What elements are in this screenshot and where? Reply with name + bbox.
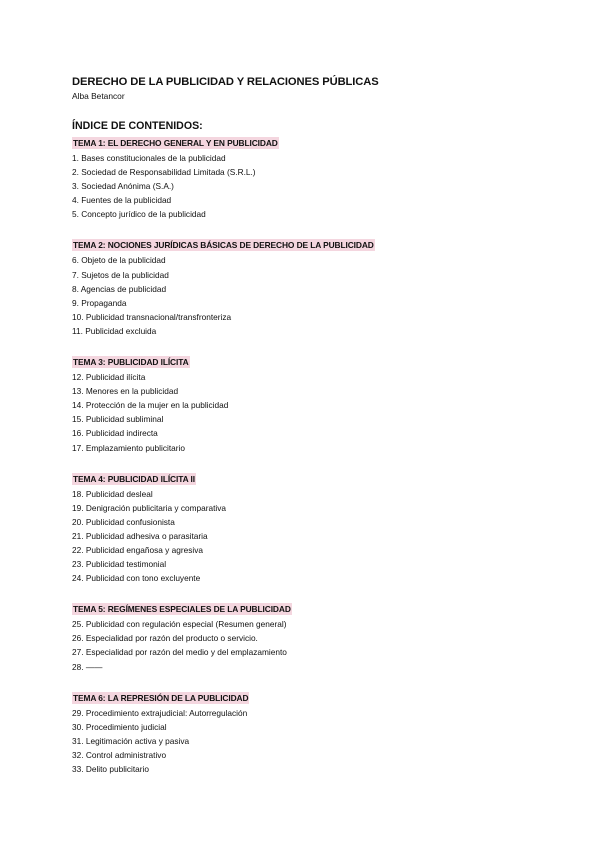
index-item: 1. Bases constitucionales de la publicidad [72,153,226,163]
index-item: 22. Publicidad engañosa y agresiva [72,544,203,555]
section-title: TEMA 3: PUBLICIDAD ILÍCITA [73,357,189,368]
index-item: 11. Publicidad excluida [72,325,157,336]
index-item: 16. Publicidad indirecta [72,428,158,439]
index-item: 9. Propaganda [72,297,127,308]
index-item: 26. Especialidad por razón del producto o servicio. [72,633,258,644]
index-section [72,688,542,776]
section-title: TEMA 4: PUBLICIDAD ILÍCITA II [73,473,195,484]
document-page [72,74,542,790]
document-author: Alba Betancor [72,91,125,101]
index-item: 8. Agencias de publicidad [72,283,167,294]
index-sections [72,133,542,776]
index-item: 12. Publicidad ilícita [72,372,146,383]
index-item: 24. Publicidad con tono excluyente [72,573,201,584]
index-item: 3. Sociedad Anónima (S.A.) [72,181,174,192]
index-item: 4. Fuentes de la publicidad [72,195,172,206]
index-section [72,352,542,455]
index-section [72,133,542,221]
index-heading: ÍNDICE DE CONTENIDOS: [72,120,203,132]
index-item: 30. Procedimiento judicial [72,721,167,732]
index-item: 21. Publicidad adhesiva o parasitaria [72,530,208,541]
section-title: TEMA 6: LA REPRESIÓN DE LA PUBLICIDAD [73,692,249,703]
section-title: TEMA 5: REGÍMENES ESPECIALES DE LA PUBLICIDAD [73,604,291,615]
index-item: 13. Menores en la publicidad [72,386,179,397]
index-item: 2. Sociedad de Responsabilidad Limitada (S.R.L.) [72,167,256,178]
section-title: TEMA 1: EL DERECHO GENERAL Y EN PUBLICIDAD [73,138,278,148]
index-item: 27. Especialidad por razón del medio y del emplazamiento [72,647,287,658]
index-item: 28. —— [72,661,103,672]
index-item: 14. Protección de la mujer en la publicidad [72,400,229,411]
index-item: 23. Publicidad testimonial [72,559,167,570]
index-item: 20. Publicidad confusionista [72,516,175,527]
index-item: 17. Emplazamiento publicitario [72,442,185,453]
index-section [72,469,542,586]
index-item: 6. Objeto de la publicidad [72,255,166,266]
index-item: 19. Denigración publicitaria y comparativa [72,502,227,513]
index-item: 15. Publicidad subliminal [72,414,164,425]
index-item: 32. Control administrativo [72,749,167,760]
document-title: DERECHO DE LA PUBLICIDAD Y RELACIONES PÚBLICAS [72,76,379,88]
index-item: 5. Concepto jurídico de la publicidad [72,209,206,220]
index-item: 10. Publicidad transnacional/transfronteriza [72,311,232,322]
index-item: 31. Legitimación activa y pasiva [72,735,190,746]
index-item: 7. Sujetos de la publicidad [72,269,169,280]
index-item: 29. Procedimiento extrajudicial: Autorregulación [72,707,248,718]
index-item: 18. Publicidad desleal [72,488,153,499]
section-title: TEMA 2: NOCIONES JURÍDICAS BÁSICAS DE DERECHO DE LA PUBLICIDAD [73,240,374,251]
index-item: 25. Publicidad con regulación especial (Resumen general) [72,619,287,630]
index-section [72,599,542,673]
index-section [72,235,542,338]
index-item: 33. Delito publicitario [72,764,150,774]
